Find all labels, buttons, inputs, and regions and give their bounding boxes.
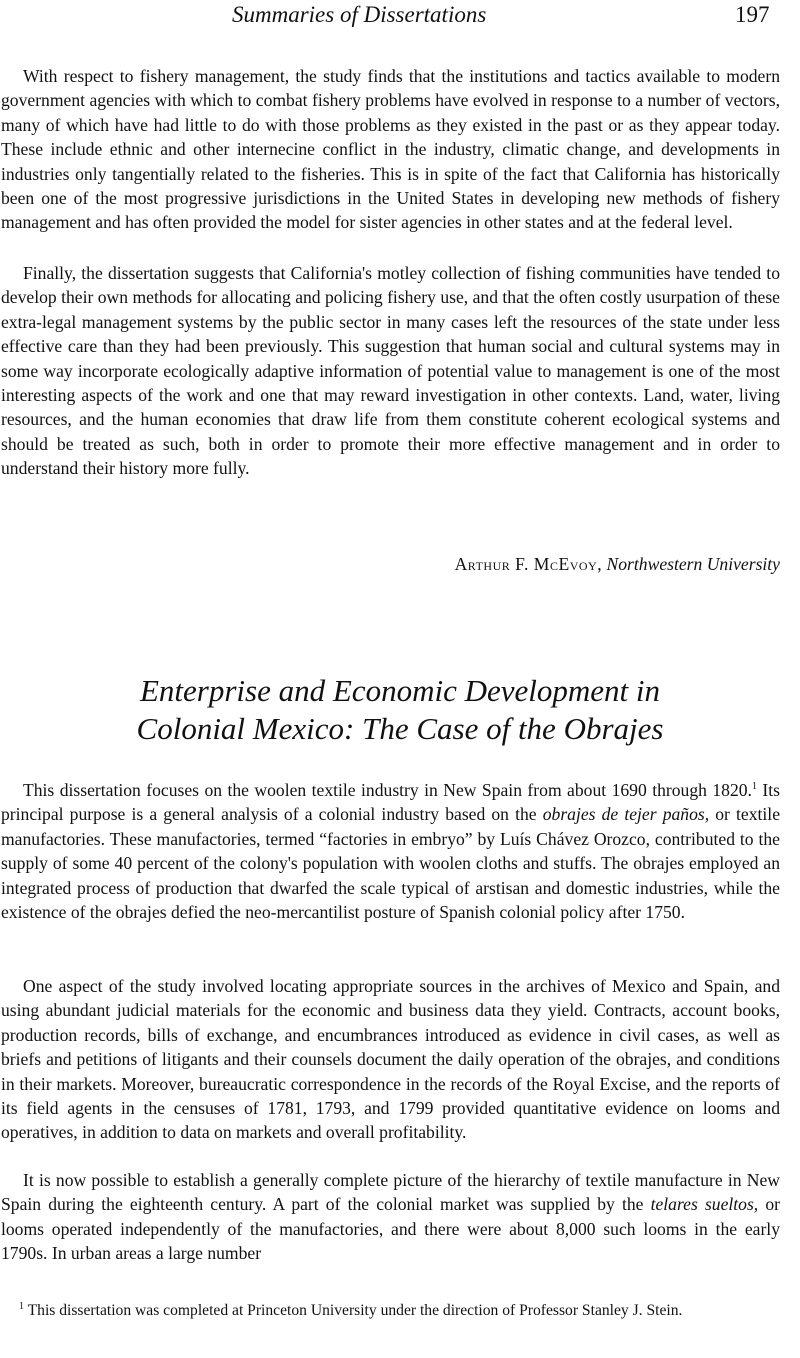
paragraph-text: [1, 778, 780, 924]
article-title-line-1: Enterprise and Economic Development in: [140, 673, 660, 708]
page-number: 197: [735, 2, 770, 27]
footnote-text: This dissertation was completed at Princeton University under the direction of Professor Stanley J. Stein.: [24, 1302, 683, 1319]
paragraph-hierarchy: [1, 1168, 780, 1266]
text-run: or looms operated independently of the manufactories, and there were about 8,000 such looms in the early 1790s. In urban areas a large number: [1, 1194, 781, 1264]
italic-term: telares sueltos,: [650, 1194, 759, 1215]
italic-term: obrajes de tejer paños,: [542, 804, 710, 825]
author-affiliation: Northwestern University: [606, 554, 780, 574]
author-name: Arthur F. McEvoy,: [454, 554, 603, 574]
footnote-reference[interactable]: 1: [751, 781, 757, 793]
paragraph-dissertation-focus: [1, 778, 780, 924]
paragraph-text: With respect to fishery management, the study finds that the institutions and tactics available to modern government agencies with which to combat fishery problems have evolved in response to a number of vectors, many of which have had little to do with those problems as they existed in the past or as they appear today. These include ethnic and other internecine conflict in the industry, climatic change, and developments in industries only tangentially related to the fisheries. This is in spite of the fact that California has historically been one of the most progressive jurisdictions in the United States in developing new methods of fishery management and has often provided the model for sister agencies in other states and at the federal level.: [1, 66, 780, 233]
paragraph-text: Finally, the dissertation suggests that California's motley collection of fishing communities have tended to develop their own methods for allocating and policing fishery use, and that the often costly usurpation of these extra-legal management systems by the public sector in many cases left the resources of the state under less effective care than they had been previously. This suggestion that human social and cultural systems may in some way incorporate ecologically adaptive information of potential value to management is one of the most interesting aspects of the work and one that may reward investigation in other contexts. Land, water, living resources, and the human economies that draw life from them constitute coherent ecological systems and should be treated as such, both in order to promote their more effective management and in order to understand their history more fully.: [1, 263, 780, 479]
text-run: Its principal purpose is a general analysis of a colonial industry based on the: [1, 780, 780, 825]
paragraph-text: One aspect of the study involved locating appropriate sources in the archives of Mexico and Spain, and using abundant judicial materials for the economic and business data they yield. Contracts, account books, production records, bills of exchange, and encumbrances introduced as evidence in civil cases, as well as briefs and petitions of litigants and their counsels document the daily operation of the obrajes, and conditions in their markets. Moreover, bureaucratic correspondence in the records of the Royal Excise, and the reports of its field agents in the censuses of 1781, 1793, and 1799 provided quantitative evidence on looms and operatives, in addition to data on markets and overall profitability.: [1, 976, 780, 1143]
footnote: [1, 1300, 780, 1322]
text-run: or textile manufactories. These manufactories, termed “factories in embryo” by Luís Chávez Orozco, contributed to the supply of some 40 percent of the colony's population with woolen cloths and stuffs. The obrajes employed an integrated process of production that dwarfed the scale typical of arstisan and domestic industries, while the existence of the obrajes defied the neo-mercantilist posture of Spanish colonial policy after 1750.: [1, 804, 780, 923]
footnote-marker: 1: [19, 1300, 24, 1312]
running-head: [0, 0, 800, 34]
article-title: [0, 672, 800, 748]
paragraph-text: [1, 1168, 780, 1266]
article-title-line-2: Colonial Mexico: The Case of the Obrajes: [136, 711, 664, 746]
paragraph-fishery-management: [1, 64, 780, 235]
text-run: It is now possible to establish a generally complete picture of the hierarchy of textile manufacture in New Spain during the eighteenth century. A part of the colonial market was supplied by the: [1, 1170, 780, 1215]
running-title: Summaries of Dissertations: [232, 2, 487, 27]
text-run: This dissertation focuses on the woolen textile industry in New Spain from about 1690 through 1820.: [23, 780, 752, 800]
paragraph-finally: [1, 261, 780, 481]
author-signature: [455, 552, 780, 576]
paragraph-sources: [1, 974, 780, 1145]
